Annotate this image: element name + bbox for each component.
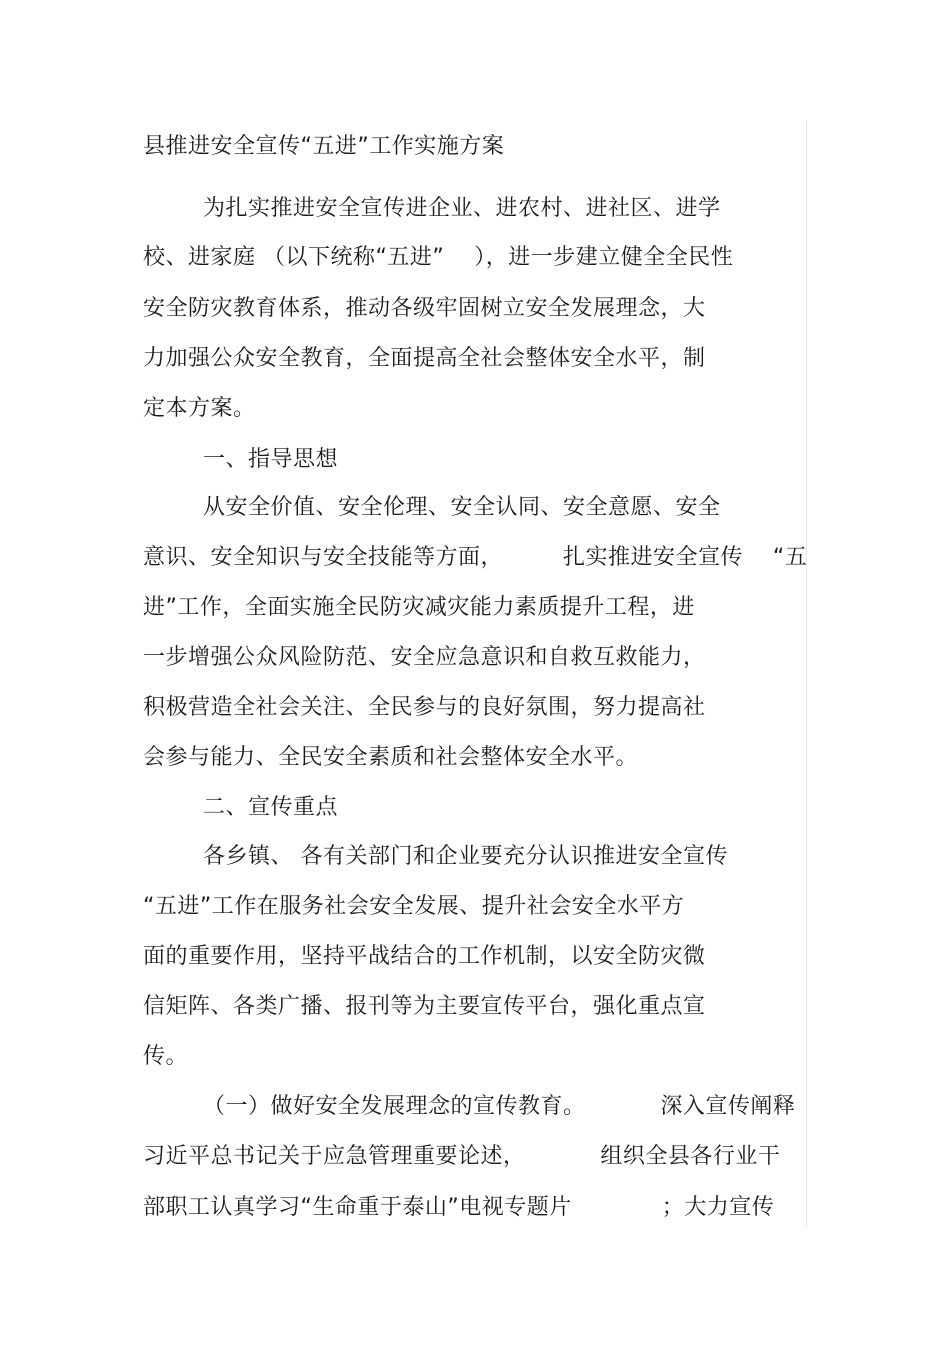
body-line: “五进”工作在服务社会安全发展、提升社会安全水平方 — [143, 894, 685, 919]
body-line: 传。 — [143, 1044, 189, 1069]
body-line: 各乡镇、 各有关部门和企业要充分认识推进安全宣传 — [143, 844, 728, 869]
body-line: 为扎实推进安全宣传进企业、进农村、进社区、进学 — [143, 196, 721, 221]
page-edge-rule — [806, 120, 807, 1228]
section-heading: 一、指导思想 — [143, 447, 338, 472]
body-line: 安全防灾教育体系，推动各级牢固树立安全发展理念，大 — [143, 296, 706, 321]
body-line: 意识、安全知识与安全技能等方面， 扎实推进安全宣传 “五 — [143, 545, 808, 570]
subsection-heading: （一）做好安全发展理念的宣传教育。 深入宣传阐释 — [143, 1094, 796, 1119]
body-line: 会参与能力、全民安全素质和社会整体安全水平。 — [143, 745, 639, 770]
body-line: 进”工作，全面实施全民防灾减灾能力素质提升工程，进 — [143, 595, 695, 620]
body-line: 力加强公众安全教育，全面提高全社会整体安全水平，制 — [143, 346, 706, 371]
body-line: 习近平总书记关于应急管理重要论述， 组织全县各行业干 — [143, 1144, 781, 1169]
body-line: 从安全价值、安全伦理、安全认同、安全意愿、安全 — [143, 495, 721, 520]
body-line: 面的重要作用，坚持平战结合的工作机制，以安全防灾微 — [143, 944, 706, 969]
body-line: 部职工认真学习“生命重于泰山”电视专题片 ；大力宣传 — [143, 1195, 775, 1220]
document-title: 县推进安全宣传“五进”工作实施方案 — [143, 134, 505, 159]
body-line: 积极营造全社会关注、全民参与的良好氛围，努力提高社 — [143, 695, 706, 720]
body-line: 信矩阵、各类广播、报刊等为主要宣传平台，强化重点宣 — [143, 994, 706, 1019]
section-heading: 二、宣传重点 — [143, 795, 338, 820]
body-line: 校、进家庭 （以下统称“五进” ），进一步建立健全全民性 — [143, 245, 734, 270]
body-line: 一步增强公众风险防范、安全应急意识和自救互救能力， — [143, 645, 706, 670]
body-line: 定本方案。 — [143, 396, 256, 421]
